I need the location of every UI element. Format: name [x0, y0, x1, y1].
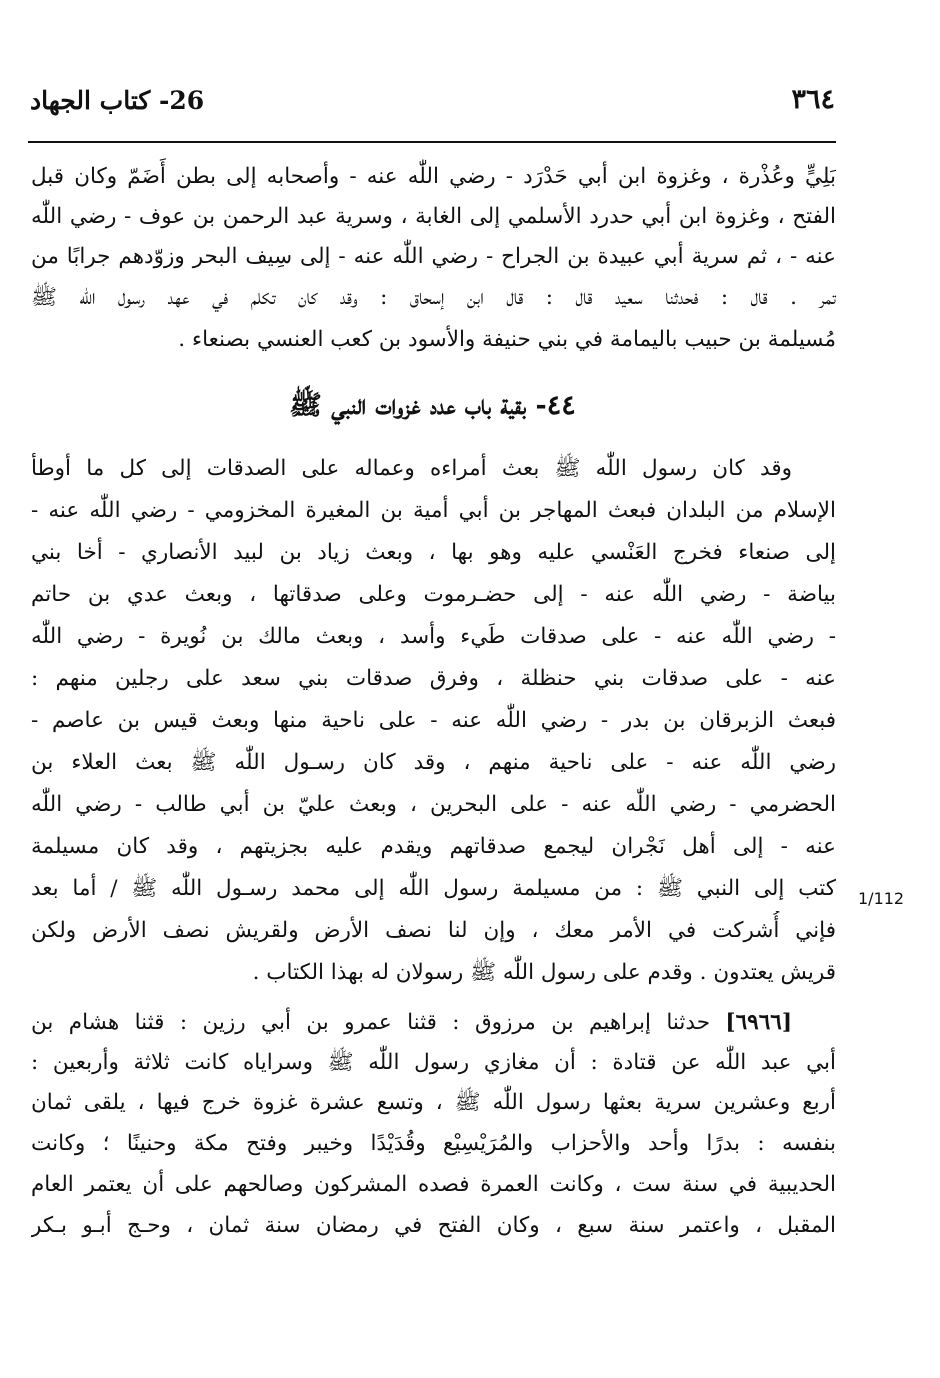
text-line: فبعث الزبرقان بن بدر - رضي اللّٰه عنه - على ناحية منها وبعث قيس بن عاصم - — [31, 708, 836, 733]
text-line: الحضرمي - رضي اللّٰه عنه - على البحرين ، وبعث عليّ بن أبي طالب - رضي اللّٰه — [31, 792, 836, 817]
text-line: الفتح ، وغزوة ابن أبي حدرد الأسلمي إلى الغابة ، وسرية عبد الرحمن بن عوف - رضي اللّٰه — [31, 204, 836, 229]
text-line: رضي اللّٰه عنه - على ناحية منهم ، وقد كان رسـول اللّٰه ﷺ بعث العلاء بن — [31, 750, 836, 775]
hadith-number: [٦٩٦٦] — [725, 1010, 792, 1035]
chapter-title: 26- كتاب الجهاد — [30, 86, 205, 115]
text-line: أبي عبد اللّٰه عن قتادة : أن مغازي رسول اللّٰه ﷺ وسراياه كانت ثلاثة وأربعين : — [31, 1050, 836, 1075]
text-line: المقبل ، واعتمر سنة سبع ، وكان الفتح في رمضان سنة ثمان ، وحـج أبـو بـكر — [31, 1213, 836, 1238]
text-line: فإني أُشركت في الأمر معك ، وإن لنا نصف الأرض ولقريش نصف الأرض ولكن — [31, 918, 836, 943]
text-line: تمر . قال : فحدثنا سعيد قال : قال ابن إسحاق : وقد كان تكلم في عهد رسول اللّٰه ﷺ — [31, 285, 836, 310]
header-divider — [28, 141, 836, 143]
page-header — [30, 82, 835, 126]
text-line: مُسيلمة بن حبيب باليمامة في بني حنيفة والأسود بن كعب العنسي بصنعاء . — [178, 327, 836, 352]
text-line: وقد كان رسول اللّٰه ﷺ بعث أمراءه وعماله على الصدقات إلى كل ما أوطأ — [31, 456, 792, 481]
page-number: ٣٦٤ — [791, 84, 835, 115]
text-line: أربع وعشرين سرية بعثها رسول اللّٰه ﷺ ، وتسع عشرة غزوة خرج فيها ، يلقى ثمان — [31, 1090, 836, 1115]
text-line: قريش يعتدون . وقدم على رسول اللّٰه ﷺ رسولان له بهذا الكتاب . — [252, 960, 836, 985]
text-line: بياضة - رضي اللّٰه عنه - إلى حضـرموت وعلى صدقاتها ، وبعث عدي بن حاتم — [31, 582, 836, 607]
hadith-first-line — [31, 1003, 836, 1043]
text-line: بنفسه : بدرًا وأحد والأحزاب والمُرَيْسِيْع وقُدَيْدًا وخيبر وفتح مكة وحنينًا ؛ وكانت — [31, 1131, 836, 1156]
text-line: - رضي اللّٰه عنه - على صدقات طَيء وأسد ، وبعث مالك بن نُويرة - رضي اللّٰه — [31, 624, 836, 649]
margin-reference: 1/112 — [858, 889, 905, 908]
hadith-narration-start: حدثنا إبراهيم بن مرزوق : قثنا عمرو بن أبي رزين : قثنا هشام بن — [31, 1010, 726, 1035]
section-heading: ٤٤- بقية باب عدد غزوات النبي ﷺ — [289, 390, 576, 421]
text-line: الحديبية في سنة ست ، وكانت العمرة فصده المشركون وصالحهم على أن يعتمر العام — [31, 1172, 836, 1197]
text-line: إلى صنعاء فخرج العَنْسي عليه وهو بها ، وبعث زياد بن لبيد الأنصاري - أخا بني — [31, 540, 836, 565]
text-line: كتب إلى النبي ﷺ : من مسيلمة رسول اللّٰه إلى محمد رسـول اللّٰه ﷺ / أما بعد — [31, 876, 836, 901]
text-line: عنه - على صدقات بني حنظلة ، وفرق صدقات بني سعد على رجلين منهم : — [31, 666, 836, 691]
text-line: الإسلام من البلدان فبعث المهاجر بن أبي أمية بن المغيرة المخزومي - رضي اللّٰه عنه - — [31, 498, 836, 523]
text-line: عنه - إلى أهل نَجْران ليجمع صدقاتهم ويقدم عليه بجزيتهم ، وقد كان مسيلمة — [31, 834, 836, 859]
text-line: عنه - ، ثم سرية أبي عبيدة بن الجراح - رضي اللّٰه عنه - إلى سِيف البحر وزوّدهم جرابًا من — [31, 244, 836, 269]
text-line: بَلِيٍّ وعُذْرة ، وغزوة ابن أبي حَدْرَد - رضي اللّٰه عنه - وأصحابه إلى بطن أَضَمّ وكان قبل — [31, 164, 836, 189]
